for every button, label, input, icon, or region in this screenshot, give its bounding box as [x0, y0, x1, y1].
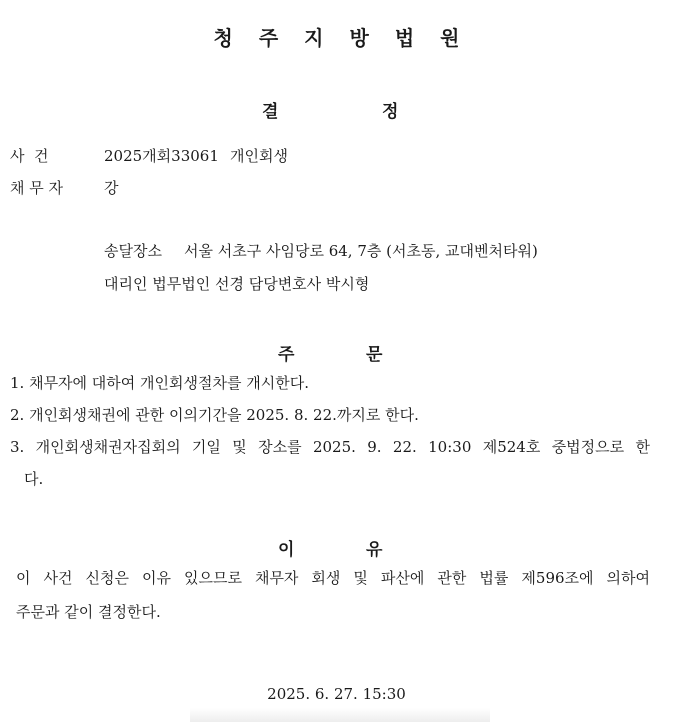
- order-item: 1. 채무자에 대하여 개인회생절차를 개시한다.: [10, 374, 309, 392]
- agent-line: 대리인 법무법인 선경 담당변호사 박시형: [104, 275, 370, 293]
- delivery-label: 송달장소: [104, 242, 162, 260]
- delivery-address: 서울 서초구 사임당로 64, 7층 (서초동, 교대벤처타워): [184, 242, 538, 260]
- debtor-name: 강: [104, 179, 119, 197]
- reason-heading-left: 이: [278, 540, 295, 560]
- decision-title-right: 정: [382, 102, 399, 122]
- reason-line: 주문과 같이 결정한다.: [16, 603, 161, 621]
- order-item-continuation: 다.: [24, 470, 44, 488]
- page-edge-shadow: [190, 708, 490, 722]
- debtor-label: 채 무 자: [10, 179, 64, 197]
- order-heading-left: 주: [278, 345, 295, 365]
- order-item: 3. 개인회생채권자집회의 기일 및 장소를 2025. 9. 22. 10:30 제524호 중법정으로 한: [10, 438, 650, 456]
- order-item: 2. 개인회생채권에 관한 이의기간을 2025. 8. 22.까지로 한다.: [10, 406, 419, 424]
- court-name-char: 법: [394, 26, 415, 50]
- reason-heading-right: 유: [366, 540, 383, 560]
- court-name-char: 지: [304, 26, 324, 50]
- decision-date: 2025. 6. 27. 15:30: [267, 685, 406, 703]
- court-name-char: 원: [440, 26, 460, 50]
- court-name-char: 청: [213, 26, 233, 50]
- order-heading-right: 문: [366, 345, 383, 365]
- court-name: [0, 22, 673, 51]
- decision-title-left: 결: [262, 102, 279, 122]
- case-label: 사 건: [10, 147, 49, 165]
- case-number: 2025개회33061: [104, 147, 219, 165]
- court-name-char: 방: [349, 26, 369, 50]
- court-name-char: 주: [258, 26, 279, 50]
- case-type: 개인회생: [230, 147, 288, 165]
- reason-line: 이 사건 신청은 이유 있으므로 채무자 회생 및 파산에 관한 법률 제596조에 의하여: [16, 569, 650, 587]
